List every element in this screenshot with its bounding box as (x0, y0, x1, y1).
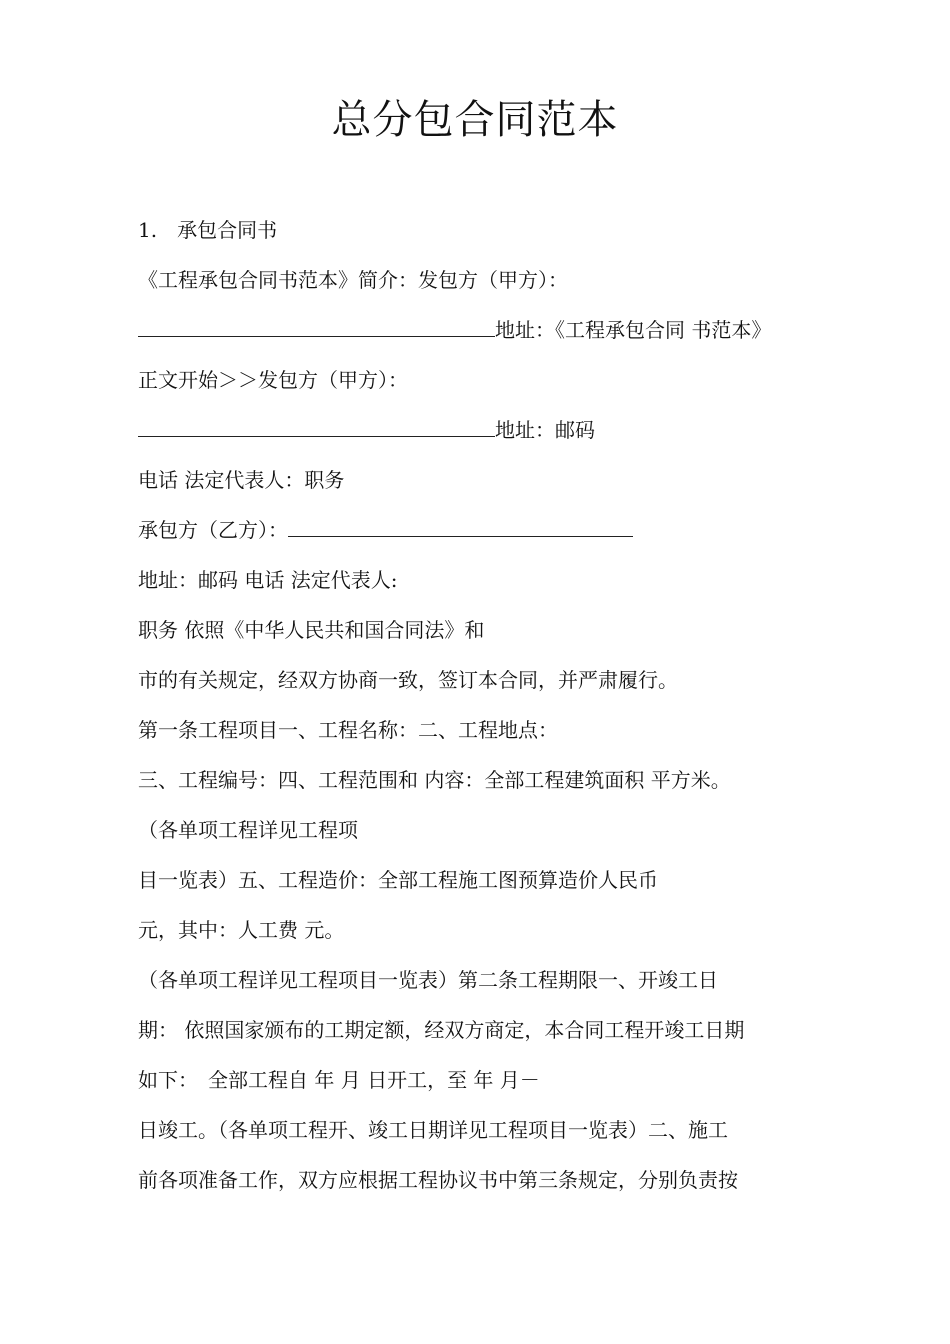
text-line-6: 电话 法定代表人：职务 (138, 468, 345, 492)
text-line-20: 前各项准备工作，双方应根据工程协议书中第三条规定，分别负责按 (138, 1168, 738, 1192)
fill-in-blank (288, 506, 633, 537)
text-line-3-suffix: 地址：《工程承包合同 书范本》 (495, 318, 772, 342)
text-line-3 (138, 305, 771, 355)
text-line-4: 正文开始＞＞发包方（甲方）： (138, 368, 408, 392)
text-line-17: 期： 依照国家颁布的工期定额，经双方商定，本合同工程开竣工日期 (138, 1018, 745, 1042)
text-line-12: 三、工程编号：四、工程范围和 内容：全部工程建筑面积 平方米。 (138, 768, 731, 792)
text-line-7-prefix: 承包方（乙方）： (138, 518, 288, 542)
text-line-1: 1. 承包合同书 (138, 218, 278, 242)
text-line-5 (138, 405, 595, 455)
text-line-2: 《工程承包合同书范本》简介：发包方（甲方）： (138, 268, 568, 292)
text-line-18: 如下： 全部工程自 年 月 日开工，至 年 月－ (138, 1068, 540, 1092)
text-line-9: 职务 依照《中华人民共和国合同法》和 (138, 618, 485, 642)
document-title: 总分包合同范本 (331, 97, 619, 143)
text-line-16: （各单项工程详见工程项目一览表）第二条工程期限一、开竣工日 (138, 968, 718, 992)
text-line-10: 市的有关规定，经双方协商一致，签订本合同，并严肃履行。 (138, 668, 678, 692)
text-line-15: 元，其中：人工费 元。 (138, 918, 345, 942)
text-line-5-suffix: 地址：邮码 (495, 418, 595, 442)
fill-in-blank (138, 406, 495, 437)
text-line-13: （各单项工程详见工程项 (138, 818, 358, 842)
text-line-11: 第一条工程项目一、工程名称：二、工程地点： (138, 718, 558, 742)
text-line-14: 目一览表）五、工程造价：全部工程施工图预算造价人民币 (138, 868, 658, 892)
fill-in-blank (138, 306, 495, 337)
text-line-7 (138, 505, 633, 555)
text-line-19: 日竣工。（各单项工程开、竣工日期详见工程项目一览表）二、施工 (138, 1118, 728, 1142)
text-line-8: 地址：邮码 电话 法定代表人: (138, 568, 398, 592)
